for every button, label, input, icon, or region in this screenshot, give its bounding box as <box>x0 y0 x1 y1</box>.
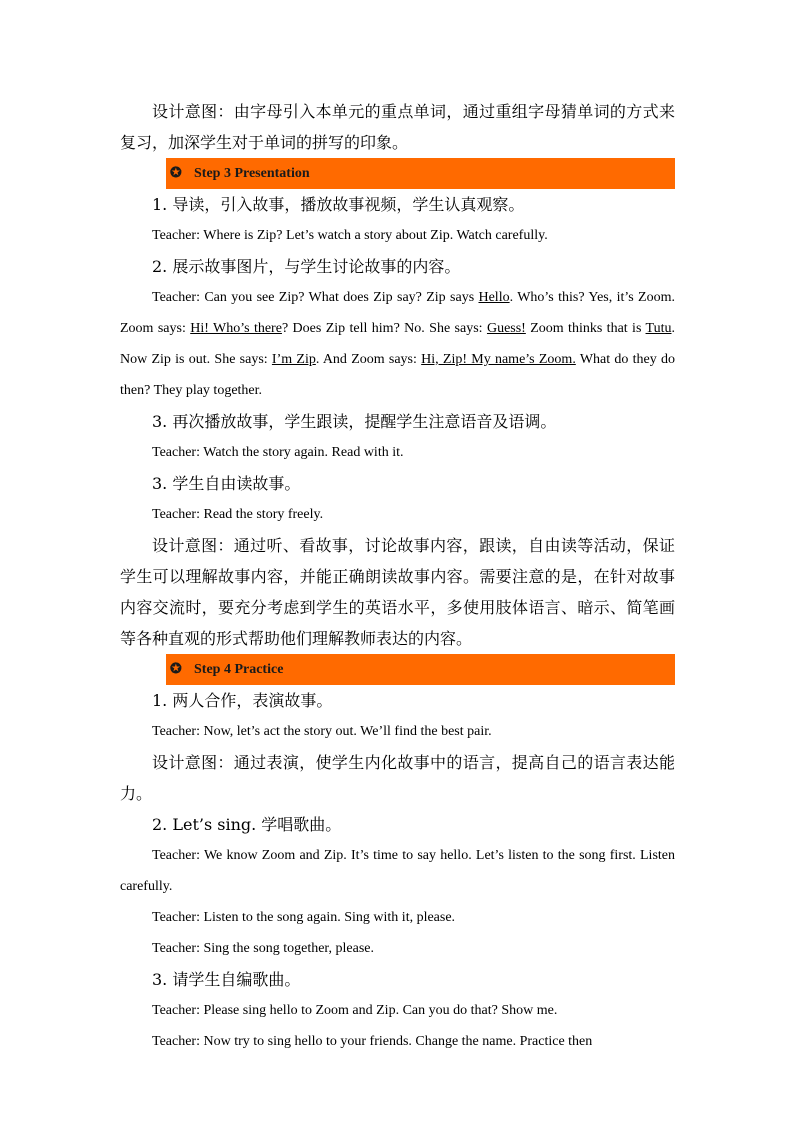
step-4-item-1: 1. 两人合作，表演故事。 <box>152 691 333 710</box>
teacher-line: Teacher: Listen to the song again. Sing with it, please. <box>152 910 456 925</box>
step-3-item-3: 3. 再次播放故事，学生跟读，提醒学生注意语音及语调。 <box>152 412 557 431</box>
star-icon: ✪ <box>170 662 182 677</box>
teacher-line: Teacher: Please sing hello to Zoom and Zip. Can you do that? Show me. <box>152 1003 558 1018</box>
step-4-item-2: 2. Let’s sing. 学唱歌曲。 <box>152 815 342 834</box>
teacher-line: Teacher: Now, let’s act the story out. We’ll find the best pair. <box>152 724 492 739</box>
underlined-answer: Hello <box>478 290 510 305</box>
underlined-answer: Guess! <box>486 321 526 336</box>
step-4-title: Step 4 Practice <box>194 661 284 677</box>
page-content <box>120 96 675 1057</box>
teacher-line: Teacher: Read the story freely. <box>152 507 324 522</box>
step-3-item-1: 1. 导读，引入故事，播放故事视频，学生认真观察。 <box>152 195 525 214</box>
step-3-item-2: 2. 展示故事图片，与学生讨论故事的内容。 <box>152 257 461 276</box>
step-4-item-3: 3. 请学生自编歌曲。 <box>152 970 301 989</box>
design-intent-paragraph: 设计意图：通过表演，使学生内化故事中的语言，提高自己的语言表达能力。 <box>120 753 675 803</box>
star-icon: ✪ <box>170 166 182 181</box>
step-3-header <box>166 158 675 189</box>
teacher-line: Teacher: Watch the story again. Read with it. <box>152 445 404 460</box>
underlined-answer: Hi! Who’s there <box>190 321 282 336</box>
teacher-line: Teacher: We know Zoom and Zip. It’s time to say hello. Let’s listen to the song first. Listen carefully. <box>120 848 675 894</box>
teacher-dialogue-paragraph: Teacher: Can you see Zip? What does Zip say? Zip says Hello. Who’s this? Yes, it’s Zoom. Zoom says: Hi! Who’s there? Does Zip tell him? No. She says: Guess! Zoom thinks that is Tutu. Now Zip is out. She says: I’m Zip. And Zoom says: Hi, Zip! My name’s Zoom. What do they do then? They play together. <box>120 290 676 398</box>
teacher-line: Teacher: Now try to sing hello to your friends. Change the name. Practice then <box>152 1034 593 1049</box>
step-3-item-4: 3. 学生自由读故事。 <box>152 474 301 493</box>
design-intent-paragraph: 设计意图：通过听、看故事，讨论故事内容，跟读，自由读等活动，保证学生可以理解故事内容，并能正确朗读故事内容。需要注意的是，在针对故事内容交流时，要充分考虑到学生的英语水平，多使用肢体语言、暗示、简笔画等各种直观的形式帮助他们理解教师表达的内容。 <box>120 536 675 648</box>
teacher-line: Teacher: Where is Zip? Let’s watch a story about Zip. Watch carefully. <box>152 228 548 243</box>
design-intent-paragraph: 设计意图：由字母引入本单元的重点单词，通过重组字母猜单词的方式来复习，加深学生对于单词的拼写的印象。 <box>120 102 675 152</box>
underlined-answer: Tutu <box>645 321 672 336</box>
teacher-line: Teacher: Sing the song together, please. <box>152 941 374 956</box>
underlined-answer: Hi, Zip! My name’s Zoom. <box>421 352 576 367</box>
step-4-header <box>166 654 675 685</box>
underlined-answer: I’m Zip <box>271 352 316 367</box>
step-3-title: Step 3 Presentation <box>194 165 310 181</box>
